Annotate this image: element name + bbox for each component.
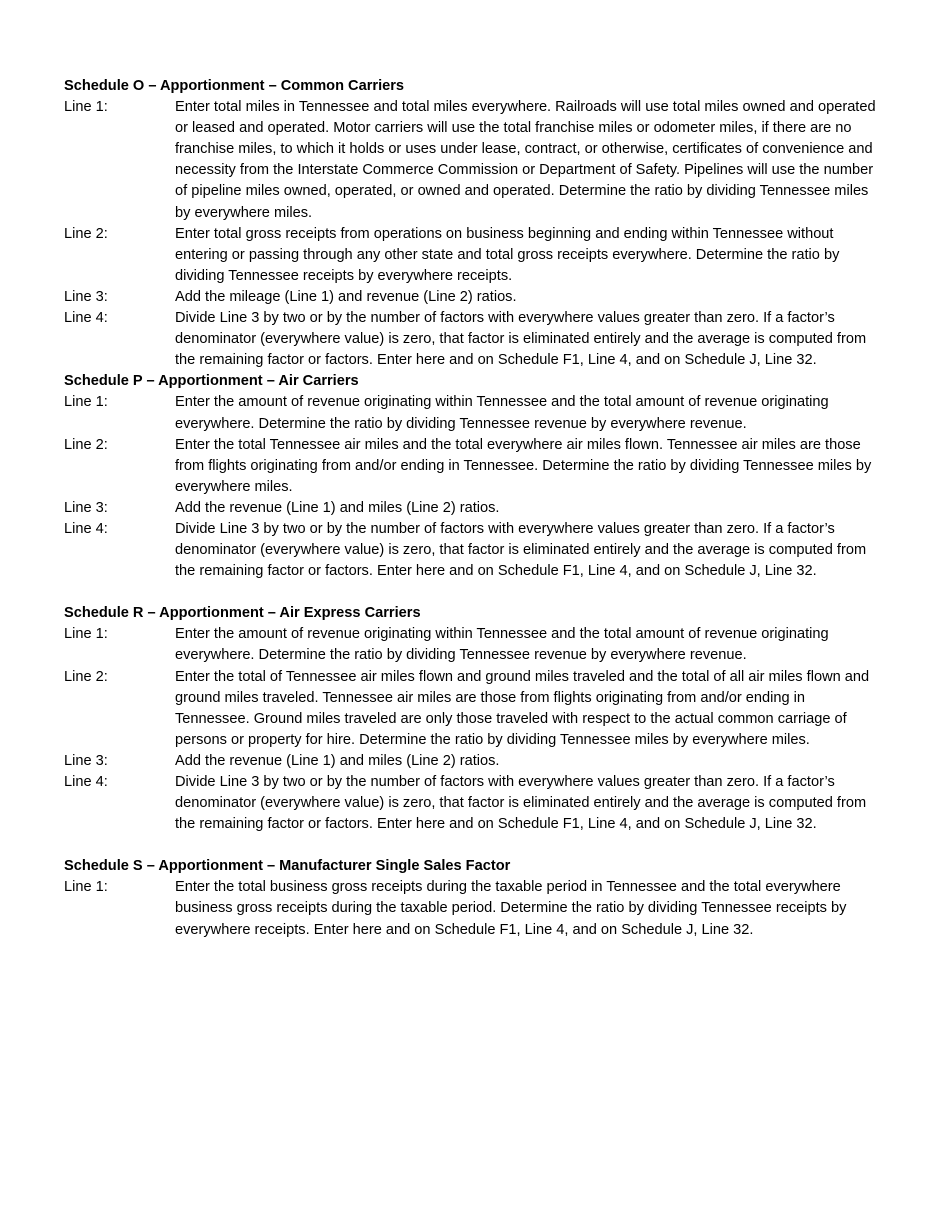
instruction-line xyxy=(64,287,880,308)
instruction-line xyxy=(64,308,880,371)
line-text: Add the revenue (Line 1) and miles (Line 2) ratios. xyxy=(175,499,500,516)
schedule-heading: Schedule S – Apportionment – Manufacturer Single Sales Factor xyxy=(64,858,511,875)
line-label: Line 1: xyxy=(64,626,108,643)
instruction-line xyxy=(64,498,880,519)
line-text: Divide Line 3 by two or by the number of factors with everywhere values greater than zero. If a factor’s denominator (everywhere value) is zero, that factor is eliminated entirely and the average is computed from the remaining factor or factors. Enter here and on Schedule F1, Line 4, and on Schedule J, Line 32. xyxy=(175,310,867,369)
instruction-line xyxy=(64,435,880,498)
line-text: Enter the amount of revenue originating within Tennessee and the total amount of revenue originating everywhere. Determine the ratio by dividing Tennessee revenue by everywhere revenue. xyxy=(175,394,829,432)
schedule-p xyxy=(64,371,880,582)
schedule-o xyxy=(64,76,880,371)
instruction-line xyxy=(64,667,880,751)
schedule-r xyxy=(64,603,880,835)
line-label: Line 2: xyxy=(64,436,108,453)
line-label: Line 4: xyxy=(64,310,108,327)
line-label: Line 3: xyxy=(64,752,108,769)
line-label: Line 4: xyxy=(64,774,108,790)
instruction-line xyxy=(64,392,880,434)
line-text: Enter the total business gross receipts during the taxable period in Tennessee and the total everywhere business gross receipts during the taxable period. Determine the ratio by dividing Tennessee receipts by everywhere receipts. Enter here and on Schedule F1, Line 4, and on Schedule J, Line 32. xyxy=(175,879,847,938)
instruction-line xyxy=(64,751,880,772)
line-text: Divide Line 3 by two or by the number of factors with everywhere values greater than zero. If a factor’s denominator (everywhere value) is zero, that factor is eliminated entirely and the average is computed from the remaining factor or factors. Enter here and on Schedule F1, Line 4, and on Schedule J, Line 32. xyxy=(175,520,867,580)
instruction-line xyxy=(64,224,880,287)
line-text: Add the revenue (Line 1) and miles (Line 2) ratios. xyxy=(175,752,500,769)
schedule-heading: Schedule R – Apportionment – Air Express Carriers xyxy=(64,605,421,622)
instruction-line xyxy=(64,624,880,666)
line-text: Divide Line 3 by two or by the number of factors with everywhere values greater than zero. If a factor’s denominator (everywhere value) is zero, that factor is eliminated entirely and the average is computed from the remaining factor or factors. Enter here and on Schedule F1, Line 4, and on Schedule J, Line 32. xyxy=(175,774,867,833)
schedule-s xyxy=(64,856,880,940)
instruction-line xyxy=(64,877,880,940)
line-label: Line 3: xyxy=(64,288,108,305)
line-label: Line 1: xyxy=(64,99,108,116)
line-text: Enter total gross receipts from operations on business beginning and ending within Tennessee without entering or passing through any other state and total gross receipts everywhere. Determine the ratio by dividing Tennessee receipts by everywhere receipts. xyxy=(175,225,840,284)
line-label: Line 1: xyxy=(64,879,108,896)
line-text: Enter the total Tennessee air miles and the total everywhere air miles flown. Tennessee air miles are those from flights originating from and/or ending in Tennessee. Determine the ratio by dividing Tennessee miles by everywhere miles. xyxy=(175,436,872,495)
line-text: Enter total miles in Tennessee and total miles everywhere. Railroads will use total miles owned and operated or leased and operated. Motor carriers will use the total franchise miles or odometer miles, if there are no franchise miles, to which it holds or uses under lease, contract, or otherwise, certificates of convenience and necessity from the Interstate Commerce Commission or Department of Safety. Pipelines will use the number of pipeline miles owned, operated, or owned and operated. Determine the ratio by dividing Tennessee miles by everywhere miles. xyxy=(175,99,876,221)
line-text: Enter the amount of revenue originating within Tennessee and the total amount of revenue originating everywhere. Determine the ratio by dividing Tennessee revenue by everywhere revenue. xyxy=(175,626,829,664)
line-label: Line 2: xyxy=(64,225,108,242)
line-label: Line 4: xyxy=(64,520,108,537)
instructions-document xyxy=(64,76,880,941)
instruction-line xyxy=(64,519,880,582)
schedule-heading: Schedule O – Apportionment – Common Carriers xyxy=(64,78,405,94)
line-label: Line 2: xyxy=(64,668,108,685)
line-text: Enter the total of Tennessee air miles flown and ground miles traveled and the total of all air miles flown and ground miles traveled. Tennessee air miles are those from flights originating from and/or ending in Tennessee. Ground miles traveled are only those traveled with respect to the actual common carriage of persons or property for hire. Determine the ratio by dividing Tennessee miles by everywhere miles. xyxy=(175,668,870,748)
schedule-heading: Schedule P – Apportionment – Air Carriers xyxy=(64,373,359,390)
line-label: Line 1: xyxy=(64,394,108,411)
instruction-line xyxy=(64,772,880,835)
line-text: Add the mileage (Line 1) and revenue (Line 2) ratios. xyxy=(175,288,517,305)
instruction-line xyxy=(64,97,880,224)
line-label: Line 3: xyxy=(64,499,108,516)
